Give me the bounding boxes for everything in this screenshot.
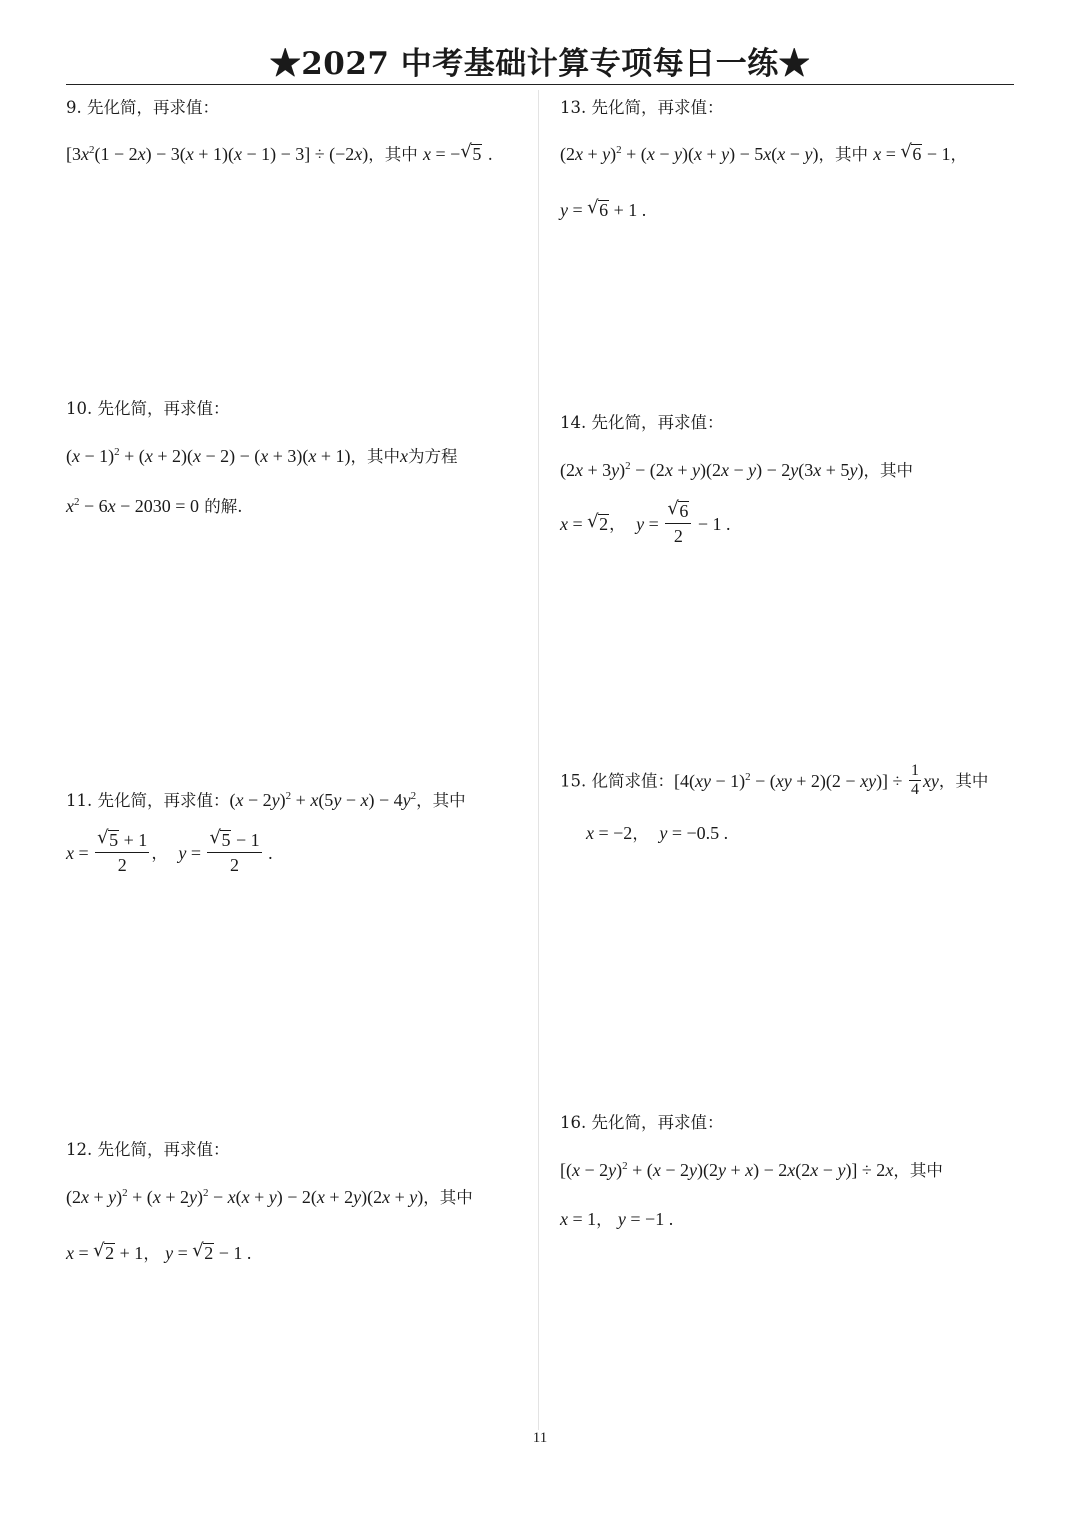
- problem-number: 9.: [66, 98, 82, 117]
- problem-prompt: 先化简，再求值：: [591, 98, 724, 117]
- problem-condition: y = √ 6 + 1 .: [560, 198, 646, 223]
- problem-condition: x = √ 2， y = √ $\frac{6}{2}$ − 1 .: [560, 501, 730, 550]
- problem-condition: x = √ 2 + 1， y = √ 2 − 1 .: [66, 1241, 251, 1266]
- problem-heading: [560, 411, 724, 435]
- problem-condition: x = √ $\frac{5 + 1}{2}$ ， y = √ $\frac{5 - 1}{2}$ .: [66, 830, 273, 879]
- problem-expression: $[(x - 2y)^2 + (x - 2y)(2y + x) - 2x(2x - y)] \div 2x$，其中: [560, 1160, 943, 1180]
- problem-number: 14.: [560, 413, 587, 432]
- page-number: 11: [532, 1430, 548, 1446]
- problem-condition: x = 1， y = −1 .: [560, 1209, 674, 1229]
- problem-expression: $(2x + 3y)^2 - (2x + y)(2x - y) - 2y(3x + 5y)$，其中: [560, 460, 913, 480]
- problem-prompt: 先化简，再求值：: [97, 1140, 230, 1159]
- problem-expression: $(x - 1)^2 + (x + 2)(x - 2) - (x + 3)(x + 1)$，其中x为方程: [66, 446, 458, 466]
- problem-number: 16.: [560, 1113, 587, 1132]
- problem-heading: [560, 96, 724, 120]
- problem-heading: [66, 1138, 230, 1162]
- problem-heading: 15. 化简求值：[4(xy − 1)$^2$ − (xy + 2)(2 − xy)] ÷ $\frac{1}{4}$ xy，其中: [560, 762, 989, 798]
- problem-prompt: 化简求值：: [591, 771, 674, 791]
- problem-number: 10.: [66, 399, 93, 418]
- problem-heading: [560, 1111, 724, 1135]
- problem-expression: $(2x + y)^2 + (x - y)(x + y) - 5x(x - y)$，其中 x = √ 6 − 1，: [560, 142, 967, 167]
- problem-condition: $x^2 - 6x - 2030 = 0$ 的解.: [66, 496, 243, 516]
- problem-number: 12.: [66, 1140, 93, 1159]
- title-divider: [66, 84, 1014, 85]
- problem-number: 15.: [560, 771, 587, 791]
- problem-prompt: 先化简，再求值：: [97, 791, 230, 810]
- problem-heading: [66, 397, 230, 421]
- problem-number: 11.: [66, 791, 93, 810]
- where-label: ，其中: [368, 145, 418, 164]
- problem-heading: [66, 96, 219, 120]
- column-divider: [538, 90, 539, 1430]
- problem-prompt: 先化简，再求值：: [87, 98, 219, 117]
- problem-expression: $[3x^2(1 - 2x) - 3(x + 1)(x - 1) - 3] \div (-2x)$，其中 x = −√ 5 .: [66, 142, 493, 167]
- problem-condition: x = −2， y = −0.5 .: [586, 823, 729, 843]
- problem-expression: $(2x + y)^2 + (x + 2y)^2 - x(x + y) - 2(x + 2y)(2x + y)$，其中: [66, 1187, 473, 1207]
- problem-number: 13.: [560, 98, 587, 117]
- problem-heading: 11. 先化简，再求值：$(x - 2y)^2 + x(5y - x) - 4y^2$，其中: [66, 790, 466, 810]
- page-title: ★2027 中考基础计算专项每日一练★: [269, 46, 811, 82]
- problem-prompt: 先化简，再求值：: [97, 399, 230, 418]
- problem-prompt: 先化简，再求值：: [591, 1113, 724, 1132]
- problem-prompt: 先化简，再求值：: [591, 413, 724, 432]
